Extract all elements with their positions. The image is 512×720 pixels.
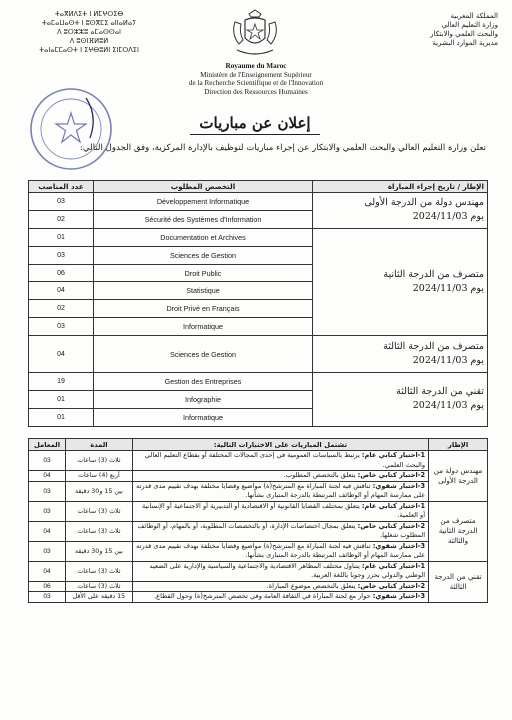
duration-cell: ثلاث (3) ساعات <box>65 501 132 521</box>
exam-label: 3-اختبار شفوي: <box>372 541 426 550</box>
exam-label: 3-اختبار شفوي: <box>372 481 426 490</box>
exam-date: يوم 2024/11/03 <box>412 355 484 367</box>
coefficient-cell: 04 <box>29 471 66 482</box>
exam-text: حوار مع لجنة المباراة في الثقافة العامة وفي تخصص المترشح(ة) وحول القطاع. <box>154 592 373 600</box>
duration-cell: ثلاث (3) ساعات <box>65 521 132 541</box>
table-row <box>29 592 488 603</box>
table-row <box>29 561 488 581</box>
title-underline <box>190 134 320 135</box>
duration-cell: بين 15 و30 دقيقة <box>65 541 132 561</box>
column-header: التخصص المطلوب <box>94 181 313 193</box>
count-cell: 01 <box>29 408 94 426</box>
column-header: الإطار / تاريخ إجراء المباراة <box>313 181 488 193</box>
header-french-line: Royaume du Maroc <box>225 62 287 70</box>
exam-description-cell <box>132 592 428 603</box>
exam-text: يرتبط بالسياسات العمومية في إحدى المجالات المختلفة أو بقطاع التعليم العالي والبحث العلمي. <box>144 451 426 469</box>
grade-name: متصرف من الدرجة الثانية <box>383 268 484 280</box>
specialty-cell: Sciences de Gestion <box>94 246 313 264</box>
duration-cell: ثلاث (3) ساعات <box>65 451 132 471</box>
table-row <box>29 336 488 373</box>
table-row <box>29 228 488 246</box>
positions-table <box>28 180 488 427</box>
exam-date: يوم 2024/11/03 <box>412 211 484 223</box>
exam-text: تناقش فيه لجنة المباراة مع المترشح(ة) مواضيع وقضايا مختلفة بهدف تقييم مدى قدرته على ممارسة المهام أو الوظائف المرتبطة بالدرجة المتبارى بشأنها. <box>136 481 426 499</box>
grade-name: تقني من الدرجة الثالثة <box>396 386 484 398</box>
header-arabic <box>348 12 498 48</box>
table-row <box>29 451 488 471</box>
specialty-cell: Documentation et Archives <box>94 228 313 246</box>
exam-label: 2-اختبار كتابي خاص: <box>357 521 426 530</box>
exam-label: 1-اختبار كتابي عام: <box>361 501 426 510</box>
specialty-cell: Sciences de Gestion <box>94 336 313 373</box>
exams-table <box>28 438 488 603</box>
grade-cell: متصرف من الدرجة الثانية والثالثة <box>429 501 488 561</box>
exam-text: تناقش فيه لجنة المباراة مع المترشح(ة) مواضيع وقضايا مختلفة بهدف تقييم مدى قدرته على ممارسة المهام أو الوظائف المرتبطة بالدرجة المتبارى بشأنها. <box>136 541 426 559</box>
table-header-row <box>29 439 488 451</box>
grade-name: مهندس دولة من الدرجة الأولى <box>364 197 484 209</box>
column-header: المدة <box>65 439 132 451</box>
table-row <box>29 581 488 592</box>
grade-cell <box>313 228 488 335</box>
header-tifinagh-line: ⵜⴰⵎⴰⵡⴰⵙⵜ ⵏ ⵓⵙⴳⵎⵉ ⴰⵏⵏⴰⵍⴰⵢ <box>41 19 137 27</box>
specialty-cell: Informatique <box>94 408 313 426</box>
exam-label: 1-اختبار كتابي عام: <box>361 451 426 459</box>
count-cell: 02 <box>29 300 94 318</box>
specialty-cell: Informatique <box>94 318 313 336</box>
exam-text: يتناول مختلف المظاهر الاقتصادية والاجتماعية والسياسية والإدارية على الصعيد الوطني والدولي بحرر وجوبا باللغة العربية. <box>149 561 426 579</box>
exam-text: يتعلق بالتخصص موضوع المباراة. <box>266 581 358 590</box>
exam-date: يوم 2024/11/03 <box>412 282 484 294</box>
page-title: إعلان عن مباريات <box>199 114 311 132</box>
intro-paragraph: تعلن وزارة التعليم العالي والبحث العلمي والابتكار عن إجراء مباريات لتوظيف بالإدارة المركزية، وفق الجدول التالي: <box>80 143 486 153</box>
exam-label: 2-اختبار كتابي خاص: <box>357 581 426 590</box>
specialty-cell: Statistique <box>94 282 313 300</box>
header-french <box>140 62 372 96</box>
exam-description-cell <box>132 521 428 541</box>
table-row <box>29 541 488 561</box>
exam-text: يتعلق بمجال اختصاصات الإدارة، أو بالتخصصات المطلوبة، أو بالمهام، أو الوظائف المطلوب شغلها. <box>137 521 426 539</box>
exam-label: 3-اختبار شفوي: <box>372 592 426 600</box>
count-cell: 03 <box>29 246 94 264</box>
column-header: المعامل <box>29 439 66 451</box>
duration-cell: ثلاث (3) ساعات <box>65 581 132 592</box>
column-header: الإطار <box>429 439 488 451</box>
exam-description-cell <box>132 581 428 592</box>
header-french-line: Ministère de l'Enseignement Supérieur <box>200 70 312 79</box>
exam-description-cell <box>132 541 428 561</box>
header-arabic-line: وزارة التعليم العالي <box>441 21 498 29</box>
duration-cell: بين 15 و30 دقيقة <box>65 481 132 501</box>
count-cell: 06 <box>29 264 94 282</box>
table-row <box>29 471 488 482</box>
exam-text: يتعلق بمختلف القضايا القانونية أو الاقتصادية أو التدبيرية أو الاجتماعية أو الإنسانية أو العلمية. <box>142 501 426 519</box>
count-cell: 01 <box>29 228 94 246</box>
specialty-cell: Infographie <box>94 391 313 409</box>
exam-label: 1-اختبار كتابي عام: <box>361 561 426 570</box>
header-french-line: de la Recherche Scientifique et de l'Innovation <box>188 79 324 88</box>
specialty-cell: Droit Privé en Français <box>94 300 313 318</box>
column-header: عدد المناصب <box>29 181 94 193</box>
count-cell: 04 <box>29 336 94 373</box>
specialty-cell: Gestion des Entreprises <box>94 373 313 391</box>
count-cell: 03 <box>29 193 94 211</box>
grade-cell: مهندس دولة من الدرجة الأولى <box>429 451 488 502</box>
exam-label: 2-اختبار كتابي خاص: <box>357 471 426 479</box>
count-cell: 19 <box>29 373 94 391</box>
duration-cell: أربع (4) ساعات <box>65 471 132 482</box>
table-header-row <box>29 181 488 193</box>
table-row <box>29 481 488 501</box>
official-stamp-icon <box>28 86 114 172</box>
table-row <box>29 193 488 211</box>
grade-cell <box>313 193 488 229</box>
coefficient-cell: 03 <box>29 481 66 501</box>
grade-cell: تقني من الدرجة الثالثة <box>429 561 488 602</box>
exam-description-cell <box>132 451 428 471</box>
coefficient-cell: 03 <box>29 541 66 561</box>
header-tifinagh-line: ⴷ ⵓⵔⵣⵣⵓ ⴰⵎⴰⵙⵙⴰⵏ <box>57 28 121 36</box>
specialty-cell: Droit Public <box>94 264 313 282</box>
specialty-cell: Sécurité des Systèmes d'Information <box>94 210 313 228</box>
specialty-cell: Développement Informatique <box>94 193 313 211</box>
exam-description-cell <box>132 481 428 501</box>
header-tifinagh-line: ⴷ ⵓⵙⵏⴼⵍⵓⵍ <box>69 37 109 45</box>
exam-description-cell <box>132 471 428 482</box>
header-arabic-line: والبحث العلمي والابتكار <box>430 30 498 38</box>
coefficient-cell: 03 <box>29 451 66 471</box>
coefficient-cell: 03 <box>29 501 66 521</box>
exam-text: يتعلق بالتخصص المطلوب. <box>283 471 358 479</box>
exam-date: يوم 2024/11/03 <box>412 400 484 412</box>
exam-description-cell <box>132 561 428 581</box>
coefficient-cell: 06 <box>29 581 66 592</box>
count-cell: 02 <box>29 210 94 228</box>
count-cell: 03 <box>29 318 94 336</box>
header-tifinagh-line: ⵜⴰⵏⴰⵎⵎⴰⵙⵜ ⵏ ⵉⵖⴱⵓⵍⵏ ⵉⵏⵎⵔⴷⵉⵏ <box>39 46 139 54</box>
header-tifinagh-line: ⵜⴰⴳⵍⴷⵉⵜ ⵏ ⵍⵎⵖⵔⵉⴱ <box>54 10 124 18</box>
royal-emblem-icon <box>227 8 283 60</box>
coefficient-cell: 03 <box>29 592 66 603</box>
grade-name: متصرف من الدرجة الثالثة <box>383 341 484 353</box>
grade-cell <box>313 336 488 373</box>
exam-description-cell <box>132 501 428 521</box>
header-tifinagh <box>14 10 164 55</box>
table-row <box>29 501 488 521</box>
grade-cell <box>313 373 488 427</box>
duration-cell: 15 دقيقة على الأقل <box>65 592 132 603</box>
header-french-line: Direction des Ressources Humaines <box>204 87 308 96</box>
coefficient-cell: 04 <box>29 561 66 581</box>
table-row <box>29 373 488 391</box>
coefficient-cell: 04 <box>29 521 66 541</box>
count-cell: 01 <box>29 391 94 409</box>
header-arabic-line: المملكة المغربية <box>450 12 498 20</box>
count-cell: 04 <box>29 282 94 300</box>
column-header: تشتمل المباريات على الاختبارات التالية: <box>132 439 428 451</box>
table-row <box>29 521 488 541</box>
header-arabic-line: مديرية الموارد البشرية <box>432 39 498 47</box>
duration-cell: ثلاث (3) ساعات <box>65 561 132 581</box>
